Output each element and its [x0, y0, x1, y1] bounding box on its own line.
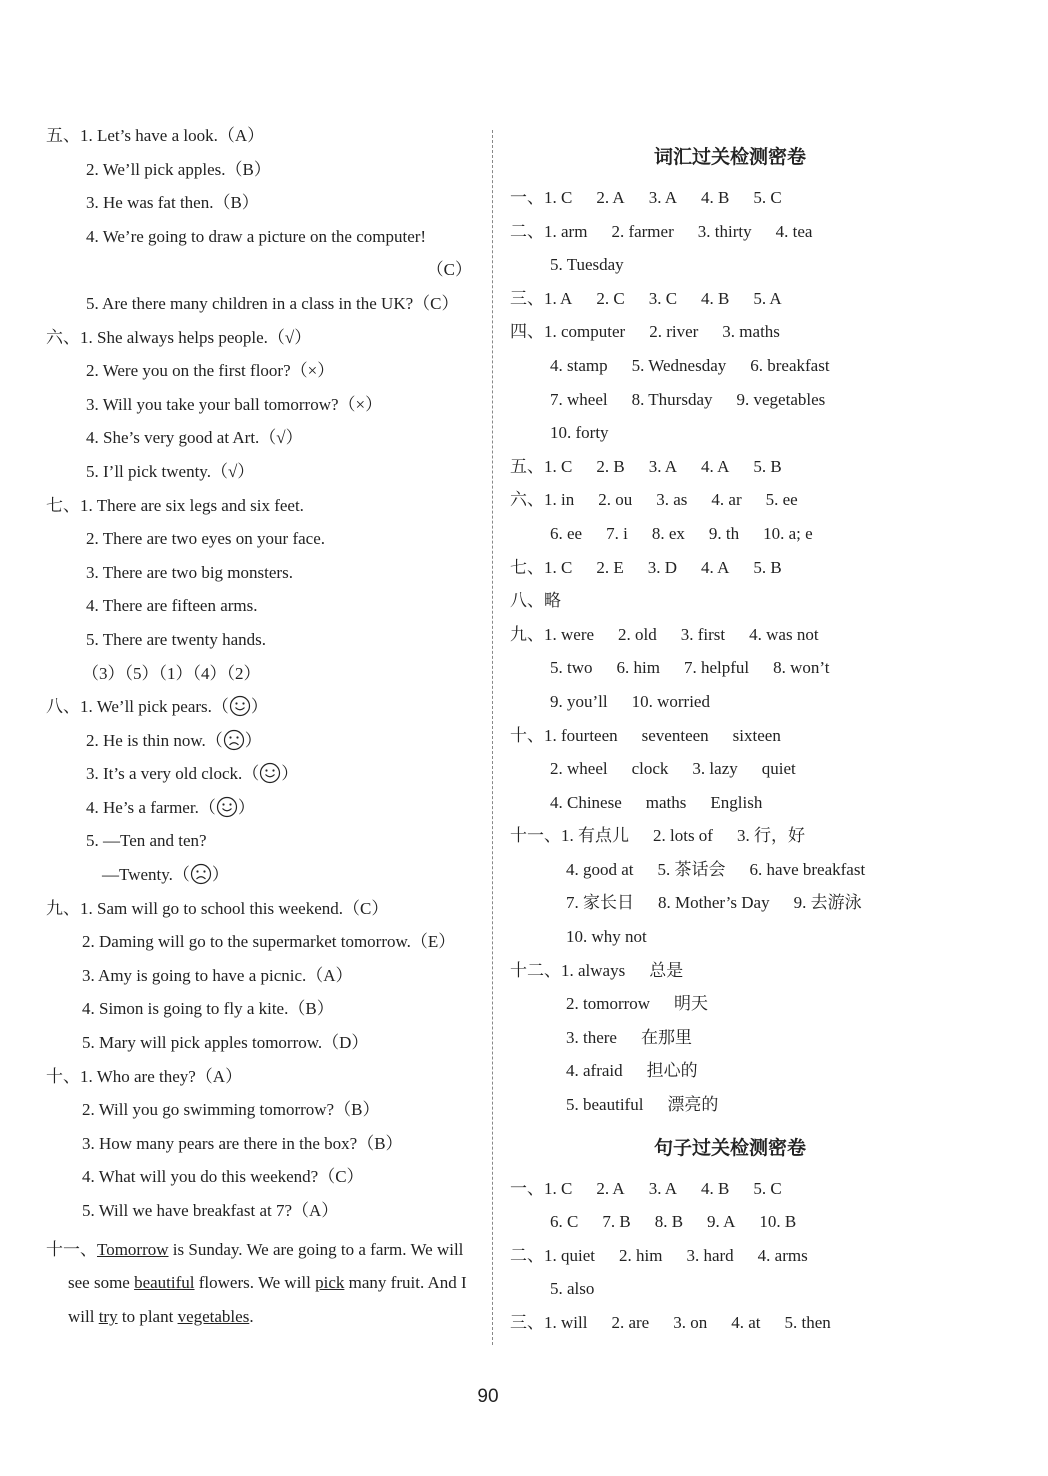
- answer-item: 2. A: [596, 1178, 625, 1198]
- answer-item: 3. D: [647, 557, 678, 577]
- answer-item: 8. B: [654, 1212, 684, 1232]
- answer-item: quiet: [761, 759, 796, 779]
- section-label: 七、: [46, 495, 80, 515]
- answer-item: 担心的: [646, 1061, 698, 1081]
- answer-item: 1. quiet: [544, 1245, 595, 1265]
- answer-text: 4. What will you do this weekend?（C）: [82, 1167, 364, 1187]
- vocab-section-4-row2: [510, 354, 950, 388]
- answer-item: 2. wheel: [550, 759, 608, 779]
- section-label: 六、: [510, 490, 544, 510]
- section-5-item-1: [46, 124, 476, 158]
- answer-text: 2. We’ll pick apples.（B）: [86, 159, 271, 179]
- answer-item: 3. as: [656, 490, 688, 510]
- smile-face-icon: [229, 695, 251, 717]
- answer-item: 9. you’ll: [550, 691, 608, 711]
- answer-item: 3. A: [648, 1178, 678, 1198]
- vocab-test-title: 词汇过关检测密卷: [653, 146, 806, 168]
- passage-text: to plant: [117, 1306, 178, 1326]
- section-label: 七、: [510, 557, 544, 577]
- answer-item: sixteen: [732, 725, 781, 745]
- answer-item: 5. C: [753, 188, 782, 207]
- answer-text: 4. He’s a farmer.（: [86, 797, 216, 817]
- vocab-section-11-row3: [510, 891, 950, 925]
- sentence-section-1: [510, 1177, 950, 1211]
- answer-text: 5. Will we have breakfast at 7?（A）: [82, 1201, 339, 1220]
- answer-text: 3. How many pears are there in the box?（B）: [82, 1133, 403, 1153]
- section-7-item-2: [46, 527, 476, 561]
- section-label: 九、: [46, 898, 80, 918]
- answer-item: 3. first: [680, 624, 726, 644]
- right-column: [510, 140, 950, 1345]
- smile-face-icon: [216, 796, 238, 818]
- answer-item: 1. will: [544, 1313, 588, 1332]
- answer-item: 9. 去游泳: [793, 893, 862, 913]
- answer-item: 2. river: [649, 322, 699, 342]
- section-7-item-1: [46, 494, 476, 528]
- answer-item: 总是: [649, 960, 684, 980]
- sentence-test-title: 句子过关检测密卷: [653, 1136, 806, 1159]
- answer-text: 4. Simon is going to fly a kite.（B）: [82, 999, 334, 1019]
- section-10-item-3: [46, 1132, 476, 1166]
- answer-text: 2. There are two eyes on your face.: [86, 529, 325, 549]
- answer-text: 3. There are two big monsters.: [86, 562, 293, 582]
- section-label: 九、: [510, 624, 544, 644]
- section-label: 一、: [510, 1178, 544, 1198]
- sad-face-icon: [190, 863, 212, 885]
- passage-text: is Sunday. We are going to a farm. We will see some: [68, 1239, 464, 1293]
- answer-item: 1. always: [561, 960, 626, 980]
- answer-item: 1. C: [544, 456, 573, 476]
- section-5-item-4: [46, 225, 476, 259]
- section-7-item-3: [46, 561, 476, 595]
- answer-item: 1. C: [544, 1178, 573, 1198]
- answer-item: 1. fourteen: [544, 725, 618, 745]
- section-9-item-5: [46, 1031, 476, 1065]
- answer-item: 漂亮的: [667, 1095, 719, 1115]
- answer-item: 5. B: [753, 456, 782, 476]
- vocab-section-4: [510, 320, 950, 354]
- answer-item: 5. also: [550, 1279, 595, 1299]
- answer-item: 4. good at: [566, 859, 634, 879]
- answer-text: 2. He is thin now.（: [86, 730, 223, 750]
- answer-text: 3. Amy is going to have a picnic.（A）: [82, 965, 353, 985]
- answer-item: 4. was not: [749, 624, 819, 644]
- answer-text: 2. Will you go swimming tomorrow?（B）: [82, 1100, 380, 1120]
- filled-word: vegetables: [177, 1306, 250, 1326]
- answer-item: 1. 有点儿: [561, 826, 629, 846]
- smile-face-icon: [259, 762, 281, 784]
- vocab-section-11-row4: [510, 925, 950, 959]
- vocab-section-6: [510, 488, 950, 522]
- section-label: 三、: [510, 1313, 544, 1332]
- answer-item: 3. thirty: [697, 221, 752, 241]
- vocab-section-8: [510, 589, 950, 623]
- answer-item: 5. then: [784, 1313, 831, 1332]
- vocab-section-5: [510, 455, 950, 489]
- answer-item: 3. C: [648, 288, 678, 308]
- answer-item: 8. Mother’s Day: [658, 893, 770, 913]
- section-8-item-1: [46, 695, 476, 729]
- answer-text: 4. She’s very good at Art.（√）: [86, 428, 303, 448]
- answer-item: 在那里: [640, 1027, 692, 1047]
- answer-item: 7. B: [602, 1212, 631, 1232]
- answer-item: clock: [631, 759, 669, 779]
- section-6-item-1: [46, 326, 476, 360]
- answer-item: 7. wheel: [550, 389, 608, 409]
- answer-item: 2. ou: [598, 490, 633, 510]
- answer-item: 4. at: [731, 1313, 761, 1332]
- answer-item: 6. him: [616, 658, 660, 678]
- section-label: 六、: [46, 327, 80, 347]
- answer-text: 1. Sam will go to school this weekend.（C）: [80, 898, 389, 918]
- answer-item: 2. are: [611, 1313, 650, 1332]
- answer-item: 3. on: [673, 1313, 708, 1332]
- answer-text: 1. Let’s have a look.（A）: [80, 126, 265, 145]
- vocab-section-10-row2: [510, 757, 950, 791]
- section-label: 十、: [46, 1066, 80, 1086]
- section-label: 二、: [510, 1245, 544, 1265]
- answer-item: 6. ee: [550, 523, 583, 543]
- vocab-section-10: [510, 724, 950, 758]
- answer-item: 5. Tuesday: [550, 255, 624, 275]
- answer-item: 3. hard: [686, 1245, 734, 1265]
- section-label: 十一、: [46, 1239, 97, 1259]
- answer-item: 2. A: [596, 188, 625, 207]
- answer-item: 4. B: [701, 1178, 730, 1198]
- answer-item: 2. him: [619, 1245, 663, 1265]
- answer-item: 2. tomorrow: [566, 994, 651, 1014]
- sentence-section-1-row2: [510, 1210, 950, 1244]
- vocab-section-9-row2: [510, 656, 950, 690]
- section-label: 八、: [46, 697, 80, 717]
- answer-item: 略: [544, 591, 561, 611]
- vocab-section-7: [510, 556, 950, 590]
- section-9-item-4: [46, 997, 476, 1031]
- answer-item: 1. C: [544, 188, 573, 207]
- answer-item: 4. arms: [757, 1245, 808, 1265]
- section-label: 十、: [510, 725, 544, 745]
- answer-item: 9. vegetables: [736, 389, 826, 409]
- column-divider: [492, 130, 493, 1345]
- section-label: 十一、: [510, 826, 561, 846]
- section-11-paragraph: [46, 1233, 478, 1334]
- answer-item: 4. afraid: [566, 1061, 623, 1081]
- answer-item: 7. i: [606, 523, 628, 543]
- section-8-item-4: [46, 796, 476, 830]
- section-9-item-3: [46, 964, 476, 998]
- sad-face-icon: [223, 729, 245, 751]
- section-7-item-5: [46, 628, 476, 662]
- answer-item: 10. forty: [550, 423, 609, 443]
- answer-text: （C）: [426, 260, 472, 280]
- filled-word: Tomorrow: [97, 1239, 169, 1259]
- section-10-item-4: [46, 1165, 476, 1199]
- answer-item: 2. C: [596, 288, 625, 308]
- section-5-item-2: [46, 158, 476, 192]
- answer-item: 3. A: [648, 188, 678, 207]
- answer-item: 10. B: [759, 1212, 797, 1232]
- section-10-item-1: [46, 1065, 476, 1099]
- answer-text: 1. We’ll pick pears.（: [80, 697, 229, 717]
- page-number: 90: [477, 1386, 499, 1407]
- vocab-section-10-row3: [510, 791, 950, 825]
- answer-item: 3. A: [648, 456, 678, 476]
- vocab-section-3: [510, 287, 950, 321]
- answer-text: ）: [237, 797, 255, 817]
- answer-text: 4. We’re going to draw a picture on the computer!: [86, 226, 427, 246]
- answer-text: —Twenty.（: [102, 865, 190, 885]
- filled-word: beautiful: [134, 1273, 195, 1293]
- vocab-section-11: [510, 824, 950, 858]
- answer-text: 5. Are there many children in a class in the UK?（C）: [86, 293, 459, 313]
- passage-text: many fruit. And I will: [68, 1273, 467, 1326]
- answer-text: 5. Mary will pick apples tomorrow.（D）: [82, 1033, 369, 1053]
- answer-text: 2. Were you on the first floor?（×）: [86, 361, 335, 381]
- vocab-section-12-row4: [510, 1059, 950, 1093]
- section-label: 一、: [510, 188, 544, 207]
- vocab-section-1: [510, 186, 950, 220]
- answer-text: 5. I’ll pick twenty.（√）: [86, 461, 255, 481]
- section-9-item-1: [46, 897, 476, 931]
- vocab-section-12-row2: [510, 992, 950, 1026]
- section-6-item-2: [46, 359, 476, 393]
- answer-item: 10. a; e: [763, 523, 813, 543]
- answer-item: maths: [645, 792, 687, 812]
- section-6-item-4: [46, 426, 476, 460]
- section-label: 二、: [510, 221, 544, 241]
- answer-item: 3. 行，好: [736, 826, 805, 846]
- section-5-item-5: [46, 292, 476, 326]
- sentence-section-2: [510, 1244, 950, 1278]
- answer-item: 2. E: [596, 557, 624, 577]
- answer-item: 6. breakfast: [750, 355, 830, 375]
- answer-text: ）: [244, 730, 262, 750]
- section-8-item-2: [46, 729, 476, 763]
- vocab-section-2: [510, 220, 950, 254]
- answer-item: 8. won’t: [773, 658, 830, 678]
- answer-item: 5. 茶话会: [657, 859, 726, 879]
- answer-item: 2. farmer: [611, 221, 674, 241]
- vocab-section-11-row2: [510, 858, 950, 892]
- answer-item: 5. ee: [765, 490, 798, 510]
- answer-text: ）: [250, 697, 268, 717]
- answer-item: 5. C: [753, 1178, 782, 1198]
- answer-text: 1. Who are they?（A）: [80, 1066, 243, 1086]
- answer-item: 7. helpful: [683, 658, 750, 678]
- answer-item: 4. A: [701, 557, 730, 577]
- answer-text: 3. It’s a very old clock.（: [86, 764, 260, 784]
- answer-text: 1. There are six legs and six feet.: [80, 495, 304, 515]
- vocab-section-4-row3: [510, 388, 950, 422]
- answer-item: 5. A: [753, 288, 782, 308]
- section-10-item-2: [46, 1098, 476, 1132]
- answer-item: English: [710, 792, 763, 812]
- answer-item: 7. 家长日: [566, 893, 634, 913]
- section-label: 十二、: [510, 960, 561, 980]
- answer-text: 3. He was fat then.（B）: [86, 193, 259, 213]
- section-7-order: [46, 662, 476, 696]
- answer-text: 5. —Ten and ten?: [86, 831, 207, 851]
- answer-item: 6. have breakfast: [749, 859, 866, 879]
- vocab-section-6-row2: [510, 522, 950, 556]
- answer-item: 5. beautiful: [566, 1095, 644, 1115]
- answer-item: 8. Thursday: [631, 389, 713, 409]
- section-7-item-4: [46, 594, 476, 628]
- section-label: 三、: [510, 288, 544, 308]
- answer-item: 10. worried: [631, 691, 710, 711]
- filled-word: pick: [315, 1273, 345, 1293]
- answer-item: 3. there: [566, 1027, 617, 1047]
- answer-item: 4. B: [701, 288, 730, 308]
- answer-item: 5. B: [753, 557, 782, 577]
- section-8-item-5b: [46, 863, 476, 897]
- section-label: 八、: [510, 591, 544, 611]
- answer-item: 1. were: [544, 624, 595, 644]
- answer-item: 4. ar: [711, 490, 742, 510]
- answer-item: 2. old: [618, 624, 657, 644]
- answer-item: 明天: [674, 994, 709, 1014]
- answer-item: 1. in: [544, 490, 575, 510]
- section-label: 五、: [46, 126, 80, 145]
- vocab-section-12: [510, 959, 950, 993]
- section-label: 五、: [510, 456, 544, 476]
- answer-item: 9. th: [708, 523, 740, 543]
- sentence-section-3: [510, 1311, 950, 1345]
- vocab-section-12-row5: [510, 1093, 950, 1127]
- filled-word: try: [98, 1306, 118, 1326]
- answer-item: 4. tea: [775, 221, 813, 241]
- passage-text: .: [249, 1306, 254, 1326]
- answer-item: 4. A: [701, 456, 730, 476]
- answer-item: 4. Chinese: [550, 792, 622, 812]
- vocab-section-2-cont: [510, 253, 950, 287]
- answer-text: ）: [281, 764, 299, 784]
- section-6-item-5: [46, 460, 476, 494]
- answer-item: 4. B: [701, 188, 730, 207]
- section-8-item-3: [46, 762, 476, 796]
- answer-item: 3. lazy: [692, 759, 738, 779]
- section-label: 四、: [510, 322, 544, 342]
- answer-item: 3. maths: [722, 322, 780, 342]
- answer-item: 2. B: [596, 456, 625, 476]
- answer-item: 1. A: [544, 288, 573, 308]
- answer-item: 9. A: [707, 1212, 736, 1232]
- section-5-item-3: [46, 191, 476, 225]
- answer-text: 2. Daming will go to the supermarket tomorrow.（E）: [82, 932, 456, 952]
- vocab-section-9: [510, 623, 950, 657]
- answer-item: seventeen: [641, 725, 709, 745]
- answer-item: 1. computer: [544, 322, 626, 342]
- answer-text: 4. There are fifteen arms.: [86, 596, 258, 616]
- answer-item: 2. lots of: [653, 826, 713, 846]
- vocab-section-12-row3: [510, 1026, 950, 1060]
- vocab-section-9-row3: [510, 690, 950, 724]
- left-column: [46, 124, 476, 1333]
- section-8-item-5: [46, 829, 476, 863]
- section-9-item-2: [46, 930, 476, 964]
- passage-text: flowers. We will: [194, 1273, 316, 1293]
- answer-item: 8. ex: [651, 523, 685, 543]
- sentence-section-2-row2: [510, 1277, 950, 1311]
- answer-item: 6. C: [550, 1212, 579, 1232]
- answer-text: 3. Will you take your ball tomorrow?（×）: [86, 394, 383, 414]
- answer-text: （3）（5）（1）（4）（2）: [82, 663, 261, 683]
- answer-item: 10. why not: [566, 927, 647, 947]
- answer-text: ）: [211, 865, 229, 885]
- answer-item: 1. arm: [544, 221, 588, 241]
- section-5-item-4-answer: [46, 258, 476, 292]
- answer-item: 4. stamp: [550, 355, 608, 375]
- section-6-item-3: [46, 393, 476, 427]
- answer-item: 5. two: [550, 658, 593, 678]
- answer-text: 1. She always helps people.（√）: [80, 327, 312, 347]
- answer-text: 5. There are twenty hands.: [86, 629, 267, 649]
- answer-item: 5. Wednesday: [631, 355, 727, 375]
- vocab-section-4-row4: [510, 421, 950, 455]
- section-10-item-5: [46, 1199, 476, 1233]
- answer-item: 1. C: [544, 557, 573, 577]
